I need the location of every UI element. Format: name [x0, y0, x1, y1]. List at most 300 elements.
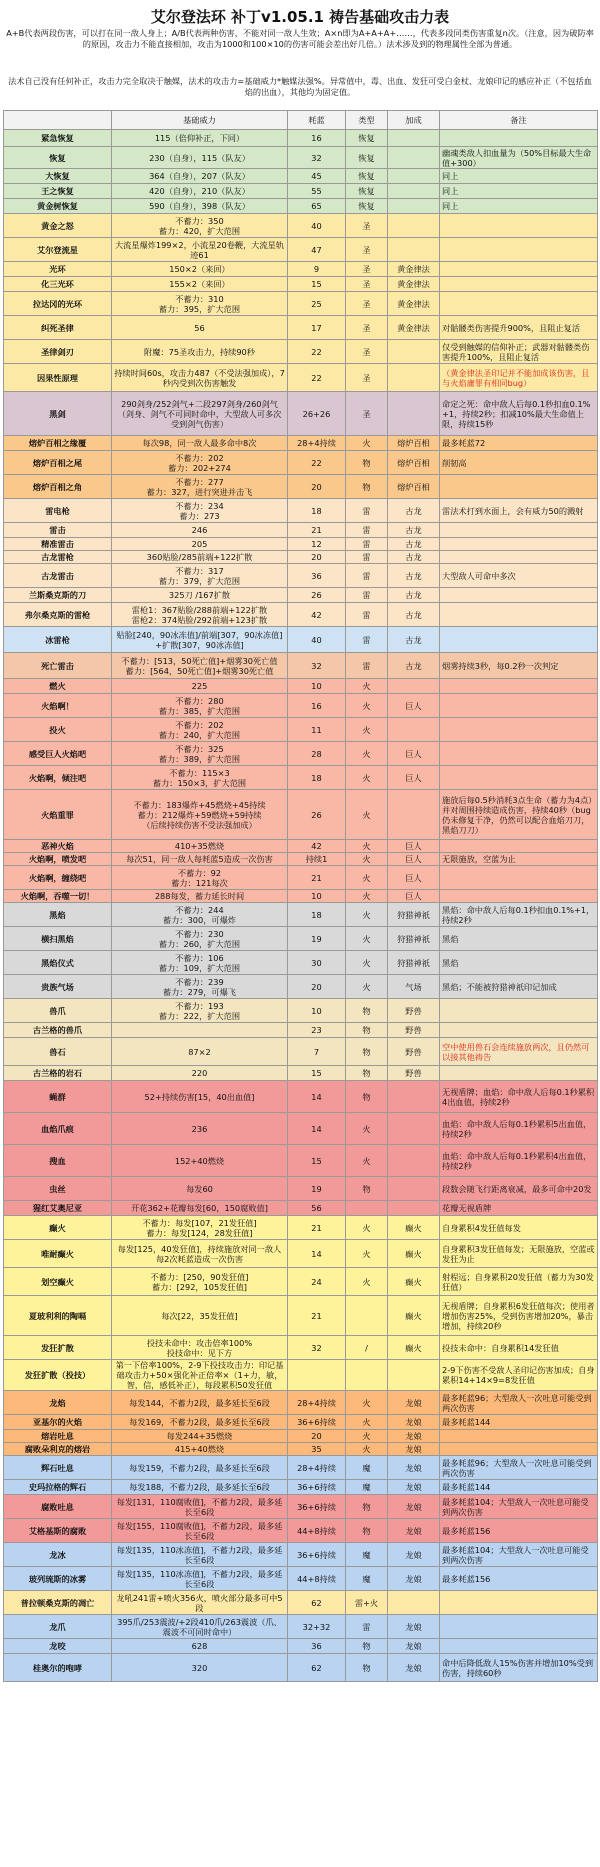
cell-type: 火: [346, 890, 388, 903]
cell-name: 龙咬: [4, 1639, 112, 1654]
table-row: [4, 538, 598, 551]
cell-power: 每发60: [112, 1177, 288, 1201]
table-row: [4, 1543, 598, 1567]
cell-power: 不蓄力：每发[107，21发狂值] 蓄力：每发[124，28发狂值]: [112, 1216, 288, 1240]
cell-fp: 28+4持续: [288, 1391, 346, 1415]
cell-name: 黑剑: [4, 392, 112, 436]
cell-power: 每发[125，40发狂值]，持续施放对同一敌人每2次耗蓝造成一次伤害: [112, 1240, 288, 1268]
cell-type: 雷: [346, 564, 388, 588]
cell-type: 雷: [346, 627, 388, 653]
cell-note: 施放后每0.5秒消耗3点生命（蓄力为4点）并对周围持续造成伤害，持续40秒（bug仍未修复干净，仍然可以配合血焰刀刀，黑焰刀刀）: [440, 790, 598, 840]
cell-bonus: 古龙: [388, 564, 440, 588]
cell-note: 2-9下伤害不受敌人圣印记伤害加成；自身累积14+14×9=8发狂值: [440, 1360, 598, 1391]
cell-fp: 40: [288, 214, 346, 238]
cell-fp: 32: [288, 1336, 346, 1360]
cell-type: 圣: [346, 238, 388, 262]
cell-name: 横扫黑焰: [4, 927, 112, 951]
cell-fp: 21: [288, 1216, 346, 1240]
cell-type: 火: [346, 679, 388, 694]
cell-name: 黑焰: [4, 903, 112, 927]
cell-power: 不蓄力：317 蓄力：379，扩大范围: [112, 564, 288, 588]
cell-type: 雷: [346, 499, 388, 523]
table-row: [4, 499, 598, 523]
cell-power: 205: [112, 538, 288, 551]
cell-note: [440, 627, 598, 653]
cell-bonus: 黄金律法: [388, 316, 440, 340]
cell-fp: 19: [288, 927, 346, 951]
cell-name: 死亡雷击: [4, 653, 112, 679]
cell-note: [440, 1443, 598, 1456]
cell-bonus: 气场: [388, 975, 440, 999]
cell-power: 225: [112, 679, 288, 694]
cell-fp: 18: [288, 903, 346, 927]
cell-bonus: [388, 1145, 440, 1177]
cell-name: 火焰啊，倾注吧: [4, 766, 112, 790]
intro-note: 法术自己没有任何补正，攻击力完全取决于触媒，法术的攻击力=基础威力*触媒法强%。异常值中，毒、出血、发狂可受白金杖、龙娘印记的感应补正（不包括血焰的出血），其他均为固定值。: [8, 76, 592, 98]
cell-bonus: 黄金律法: [388, 292, 440, 316]
cell-type: 圣: [346, 292, 388, 316]
cell-bonus: 龙娘: [388, 1391, 440, 1415]
cell-power: 不蓄力：202 蓄力：202+274: [112, 451, 288, 475]
cell-type: 火: [346, 1216, 388, 1240]
cell-fp: 32+32: [288, 1615, 346, 1639]
cell-bonus: 狩猎神祇: [388, 951, 440, 975]
cell-type: 火: [346, 766, 388, 790]
table-row: [4, 1654, 598, 1682]
cell-fp: 16: [288, 130, 346, 147]
cell-name: 艾尔登流星: [4, 238, 112, 262]
cell-note: [440, 475, 598, 499]
table-row: [4, 588, 598, 603]
cell-type: 物: [346, 1038, 388, 1066]
cell-power: 大流星爆炸199×2，小流星20卷鞭，大流星轨迹61: [112, 238, 288, 262]
cell-power: 不蓄力：350 蓄力：420，扩大范围: [112, 214, 288, 238]
table-row: [4, 1519, 598, 1543]
table-row: [4, 551, 598, 564]
table-row: [4, 1145, 598, 1177]
table-row: [4, 1456, 598, 1480]
cell-power: 不蓄力：92 蓄力：121每次: [112, 866, 288, 890]
cell-name: 熔炉百相之角: [4, 475, 112, 499]
cell-bonus: 狩猎神祇: [388, 903, 440, 927]
cell-bonus: [388, 364, 440, 392]
table-row: [4, 1113, 598, 1145]
cell-type: 圣: [346, 392, 388, 436]
cell-fp: 23: [288, 1023, 346, 1038]
cell-power: 每发[131，110腐败值]，不蓄力2段，最多延长至6段: [112, 1495, 288, 1519]
cell-note: [440, 999, 598, 1023]
cell-note: 投技未命中：自身累积14发狂值: [440, 1336, 598, 1360]
cell-fp: 11: [288, 718, 346, 742]
table-row: [4, 951, 598, 975]
cell-type: 圣: [346, 340, 388, 364]
cell-name: 火焰啊，喷发吧: [4, 853, 112, 866]
cell-bonus: 巨人: [388, 840, 440, 853]
cell-type: 圣: [346, 277, 388, 292]
cell-power: 52+持续伤害[15，40出血值]: [112, 1081, 288, 1113]
cell-fp: 14: [288, 1113, 346, 1145]
cell-fp: 20: [288, 475, 346, 499]
cell-type: 物: [346, 1066, 388, 1081]
cell-fp: 32: [288, 653, 346, 679]
table-row: [4, 199, 598, 214]
cell-fp: 18: [288, 766, 346, 790]
cell-power: 每发159，不蓄力2段，最多延长至6段: [112, 1456, 288, 1480]
cell-bonus: 古龙: [388, 551, 440, 564]
cell-name: 唯耐癫火: [4, 1240, 112, 1268]
table-row: [4, 1615, 598, 1639]
cell-name: 熔炉百相之尾: [4, 451, 112, 475]
cell-type: 恢复: [346, 169, 388, 184]
cell-note: 最多耗蓝96；大型敌人一次吐息可能受到两次伤害: [440, 1391, 598, 1415]
cell-bonus: [388, 1177, 440, 1201]
cell-fp: 36+6持续: [288, 1495, 346, 1519]
cell-name: 古兰格的兽爪: [4, 1023, 112, 1038]
table-row: [4, 1639, 598, 1654]
cell-power: 持续时间60s，攻击力487（不受法强加成），7秒内受到次伤害触发: [112, 364, 288, 392]
cell-note: 最多耗蓝144: [440, 1480, 598, 1495]
cell-fp: 15: [288, 1145, 346, 1177]
table-row: [4, 840, 598, 853]
cell-type: 火: [346, 742, 388, 766]
table-row: [4, 1591, 598, 1615]
table-row: [4, 694, 598, 718]
cell-fp: 62: [288, 1591, 346, 1615]
cell-fp: 12: [288, 538, 346, 551]
table-row: [4, 364, 598, 392]
table-row: [4, 1336, 598, 1360]
cell-power: 395爪/253震波/+2段410爪/263震波（爪、震波不可同时命中）: [112, 1615, 288, 1639]
cell-power: 不蓄力：234 蓄力：273: [112, 499, 288, 523]
cell-name: 龙爪: [4, 1615, 112, 1639]
cell-bonus: 熔炉百相: [388, 475, 440, 499]
cell-bonus: [388, 130, 440, 147]
cell-name: 夏玻利利的陶嗝: [4, 1296, 112, 1336]
cell-note: 血焰：命中敌人后每0.1秒累积4出血值，持续2秒: [440, 1145, 598, 1177]
cell-bonus: [388, 1081, 440, 1113]
cell-name: 猩红艾奥尼亚: [4, 1201, 112, 1216]
cell-name: 发狂扩散（投技）: [4, 1360, 112, 1391]
cell-power: 不蓄力：202 蓄力：240，扩大范围: [112, 718, 288, 742]
table-row: [4, 975, 598, 999]
cell-fp: 40: [288, 627, 346, 653]
cell-name: 兽石: [4, 1038, 112, 1066]
cell-type: 火: [346, 1113, 388, 1145]
cell-bonus: 野兽: [388, 999, 440, 1023]
cell-power: 投技未命中：攻击倍率100% 投技命中：见下方: [112, 1336, 288, 1360]
header-name: [4, 111, 112, 130]
table-row: [4, 627, 598, 653]
cell-type: 火: [346, 1145, 388, 1177]
cell-power: 开花362+花瓣每发[60，150腐败值]: [112, 1201, 288, 1216]
table-row: [4, 742, 598, 766]
cell-note: [440, 214, 598, 238]
cell-bonus: [388, 679, 440, 694]
cell-type: 火: [346, 951, 388, 975]
cell-bonus: 古龙: [388, 499, 440, 523]
cell-type: [346, 1296, 388, 1336]
cell-fp: 15: [288, 277, 346, 292]
table-row: [4, 316, 598, 340]
cell-type: 物: [346, 1023, 388, 1038]
header-bonus: 加成: [388, 111, 440, 130]
cell-name: 虫丝: [4, 1177, 112, 1201]
cell-type: 火: [346, 975, 388, 999]
cell-name: 感受巨人火焰吧: [4, 742, 112, 766]
table-row: [4, 238, 598, 262]
cell-fp: 20: [288, 551, 346, 564]
cell-name: 火焰啊，缠绕吧: [4, 866, 112, 890]
cell-power: 410+35燃烧: [112, 840, 288, 853]
cell-type: 圣: [346, 262, 388, 277]
cell-name: 桂奥尔的咆哮: [4, 1654, 112, 1682]
cell-note: [440, 1066, 598, 1081]
cell-type: 物: [346, 1654, 388, 1682]
cell-name: 龙冰: [4, 1543, 112, 1567]
cell-fp: 36: [288, 564, 346, 588]
cell-name: 光环: [4, 262, 112, 277]
table-row: [4, 436, 598, 451]
cell-bonus: 龙娘: [388, 1519, 440, 1543]
cell-bonus: 古龙: [388, 538, 440, 551]
cell-name: 古龙雷枪: [4, 551, 112, 564]
cell-note: [440, 603, 598, 627]
cell-name: 火焰啊，吞噬一切！: [4, 890, 112, 903]
cell-name: 龙焰: [4, 1391, 112, 1415]
table-row: [4, 999, 598, 1023]
cell-bonus: 古龙: [388, 653, 440, 679]
cell-bonus: 熔炉百相: [388, 436, 440, 451]
table-row: [4, 1268, 598, 1296]
table-row: [4, 890, 598, 903]
cell-bonus: 癫火: [388, 1268, 440, 1296]
cell-fp: 55: [288, 184, 346, 199]
cell-power: 每次[22，35发狂值]: [112, 1296, 288, 1336]
table-row: [4, 766, 598, 790]
cell-note: [440, 588, 598, 603]
table-row: [4, 1360, 598, 1391]
cell-bonus: [388, 1201, 440, 1216]
cell-power: 590（自身），398（队友）: [112, 199, 288, 214]
cell-type: 魔: [346, 1456, 388, 1480]
cell-bonus: 古龙: [388, 603, 440, 627]
cell-fp: 20: [288, 1430, 346, 1443]
cell-fp: 7: [288, 1038, 346, 1066]
cell-fp: 21: [288, 866, 346, 890]
cell-power: 不蓄力：[513，50死亡值]+烟雾30死亡值 蓄力：[564，50死亡值]+烟雾30死亡值: [112, 653, 288, 679]
cell-name: 大恢复: [4, 169, 112, 184]
cell-name: 恢复: [4, 147, 112, 169]
cell-bonus: [388, 238, 440, 262]
cell-bonus: [388, 718, 440, 742]
cell-note: 最多耗蓝104；大型敌人一次吐息可能受到两次伤害: [440, 1495, 598, 1519]
cell-name: 黑焰仪式: [4, 951, 112, 975]
page-title: 艾尔登法环 补丁v1.05.1 祷告基础攻击力表: [150, 8, 450, 26]
cell-bonus: 古龙: [388, 588, 440, 603]
cell-power: 每次98，同一敌人最多命中8次: [112, 436, 288, 451]
table-row: [4, 451, 598, 475]
table-row: [4, 903, 598, 927]
table-row: [4, 169, 598, 184]
cell-bonus: 熔炉百相: [388, 451, 440, 475]
cell-fp: 21: [288, 1296, 346, 1336]
cell-fp: 22: [288, 451, 346, 475]
cell-power: 不蓄力：193 蓄力：222，扩大范围: [112, 999, 288, 1023]
cell-note: 无视盾牌；血焰：命中敌人后每0.1秒累积4出血值，持续2秒: [440, 1081, 598, 1113]
cell-note: 最多耗蓝96；大型敌人一次吐息可能受到两次伤害: [440, 1456, 598, 1480]
intro-text: A+B代表两段伤害，可以打在同一敌人身上；A/B代表两种伤害，不能对同一敌人生效；A×n即为A+A+A+……，代表多段同类伤害重复n次。（注意，因为破防率的原因，攻击力不能直接相加，攻击为1000和100×10的伤害可能会差出好几倍。）法术涉及到的物理属性全部为普通。: [6, 28, 594, 50]
cell-type: 火: [346, 1443, 388, 1456]
cell-name: 恶神火焰: [4, 840, 112, 853]
cell-bonus: [388, 1591, 440, 1615]
cell-type: 雷: [346, 551, 388, 564]
cell-bonus: 野兽: [388, 1038, 440, 1066]
cell-note: 大型敌人可命中多次: [440, 564, 598, 588]
cell-note: 对骷髅类伤害提升900%，且阻止复活: [440, 316, 598, 340]
cell-fp: 25: [288, 292, 346, 316]
table-row: [4, 475, 598, 499]
cell-bonus: 癫火: [388, 1240, 440, 1268]
cell-power: 152+40燃烧: [112, 1145, 288, 1177]
table-row: [4, 1081, 598, 1113]
cell-power: 150×2（来回）: [112, 262, 288, 277]
cell-note: [440, 742, 598, 766]
cell-note: 血焰：命中敌人后每0.1秒累积5出血值，持续2秒: [440, 1113, 598, 1145]
cell-power: 56: [112, 316, 288, 340]
table-row: [4, 1296, 598, 1336]
table-row: [4, 184, 598, 199]
cell-power: 贴脸[240，90冰冻值]/前端[307，90冰冻值]+扩散[307，90冰冻值]: [112, 627, 288, 653]
cell-note: [440, 890, 598, 903]
cell-note: 命定之死：命中敌人后每0.1秒扣血0.1%+1，持续2秒；扣减10%最大生命值上限，持续15秒: [440, 392, 598, 436]
cell-name: 血焰爪痕: [4, 1113, 112, 1145]
cell-type: 火: [346, 694, 388, 718]
cell-note: 最多耗蓝104；大型敌人一次吐息可能受到两次伤害: [440, 1543, 598, 1567]
cell-bonus: 古龙: [388, 523, 440, 538]
cell-bonus: [388, 184, 440, 199]
cell-name: 兽爪: [4, 999, 112, 1023]
cell-power: 364（自身），207（队友）: [112, 169, 288, 184]
cell-note: 无视盾牌；自身累积6发狂值每次；使用者增加伤害25%，受到伤害增加20%，暴击增加，持续20秒: [440, 1296, 598, 1336]
cell-name: 兰斯桑克斯的刀: [4, 588, 112, 603]
header-type: 类型: [346, 111, 388, 130]
cell-note: 无限施放，空蓝为止: [440, 853, 598, 866]
cell-power: 每发188，不蓄力2段，最多延长至6段: [112, 1480, 288, 1495]
cell-fp: 22: [288, 340, 346, 364]
cell-bonus: 野兽: [388, 1023, 440, 1038]
cell-bonus: [388, 199, 440, 214]
cell-note: [440, 1639, 598, 1654]
cell-fp: 28+4持续: [288, 1456, 346, 1480]
table-row: [4, 1430, 598, 1443]
cell-name: 普拉顿桑克斯的凋亡: [4, 1591, 112, 1615]
table-row: [4, 147, 598, 169]
cell-power: 230（自身），115（队友）: [112, 147, 288, 169]
header-power: 基础威力: [112, 111, 288, 130]
table-row: [4, 927, 598, 951]
cell-power: 不蓄力：280 蓄力：385，扩大范围: [112, 694, 288, 718]
cell-fp: 56: [288, 1201, 346, 1216]
cell-power: 龙吼241雷+喷火356火，喷火部分最多可中5段: [112, 1591, 288, 1615]
cell-fp: 36+6持续: [288, 1415, 346, 1430]
cell-power: 288每发，蓄力延长时间: [112, 890, 288, 903]
cell-fp: 44+8持续: [288, 1519, 346, 1543]
cell-power: 雷枪1：367贴脸/288前端+122扩散 雷枪2：374贴脸/292前端+123扩散: [112, 603, 288, 627]
cell-type: 圣: [346, 214, 388, 238]
cell-type: 火: [346, 1430, 388, 1443]
cell-name: 黄金树恢复: [4, 199, 112, 214]
cell-type: 雷: [346, 603, 388, 627]
cell-type: 火: [346, 718, 388, 742]
table-header-row: [4, 111, 598, 130]
table-row: [4, 718, 598, 742]
cell-name: 雷击: [4, 523, 112, 538]
cell-bonus: 龙娘: [388, 1654, 440, 1682]
cell-bonus: 狩猎神祇: [388, 927, 440, 951]
cell-bonus: [388, 392, 440, 436]
cell-type: 雷+火: [346, 1591, 388, 1615]
cell-power: 每发[135，110冰冻值]，不蓄力2段，最多延长至6段: [112, 1567, 288, 1591]
cell-bonus: 黄金律法: [388, 277, 440, 292]
cell-name: 亚基尔的火焰: [4, 1415, 112, 1430]
cell-type: 火: [346, 1268, 388, 1296]
cell-note: 最多耗蓝144: [440, 1415, 598, 1430]
cell-name: 古龙雷击: [4, 564, 112, 588]
cell-type: 魔: [346, 1567, 388, 1591]
cell-note: [440, 694, 598, 718]
cell-power: 不蓄力：244 蓄力：300，可爆炸: [112, 903, 288, 927]
table-row: [4, 340, 598, 364]
cell-note: 雷法术打到水面上，会有威力50的溅射: [440, 499, 598, 523]
table-row: [4, 1480, 598, 1495]
cell-type: 物: [346, 475, 388, 499]
table-row: [4, 1391, 598, 1415]
cell-note: 同上: [440, 169, 598, 184]
table-row: [4, 679, 598, 694]
cell-name: 精准雷击: [4, 538, 112, 551]
cell-bonus: [388, 790, 440, 840]
cell-fp: 9: [288, 262, 346, 277]
cell-name: 拉达冈的光环: [4, 292, 112, 316]
cell-power: 360贴脸/285前端+122扩散: [112, 551, 288, 564]
cell-type: 物: [346, 1177, 388, 1201]
cell-type: 雷: [346, 653, 388, 679]
cell-power: 115（倍仰补正，下同）: [112, 130, 288, 147]
cell-fp: 20: [288, 975, 346, 999]
table-row: [4, 1240, 598, 1268]
cell-bonus: 龙娘: [388, 1495, 440, 1519]
cell-power: 每发[135，110冰冻值]，不蓄力2段，最多延长至6段: [112, 1543, 288, 1567]
cell-name: 燃火: [4, 679, 112, 694]
table-row: [4, 214, 598, 238]
cell-power: 第一下倍率100%，2-9下投技攻击力：印记基础攻击力+50×强化补正倍率×（1+力，敏，智，信，感低补正），每段累积50发狂值: [112, 1360, 288, 1391]
cell-type: 火: [346, 866, 388, 890]
cell-type: 火: [346, 927, 388, 951]
cell-type: 物: [346, 1495, 388, 1519]
cell-bonus: 龙娘: [388, 1639, 440, 1654]
cell-fp: 26+26: [288, 392, 346, 436]
cell-power: 每发144，不蓄力2段，最多延长至6段: [112, 1391, 288, 1415]
table-row: [4, 1201, 598, 1216]
table-row: [4, 130, 598, 147]
table-row: [4, 866, 598, 890]
cell-note: 黑焰: [440, 927, 598, 951]
cell-fp: 65: [288, 199, 346, 214]
cell-type: 恢复: [346, 147, 388, 169]
cell-name: 辉石吐息: [4, 1456, 112, 1480]
cell-bonus: 巨人: [388, 853, 440, 866]
cell-fp: 35: [288, 1443, 346, 1456]
